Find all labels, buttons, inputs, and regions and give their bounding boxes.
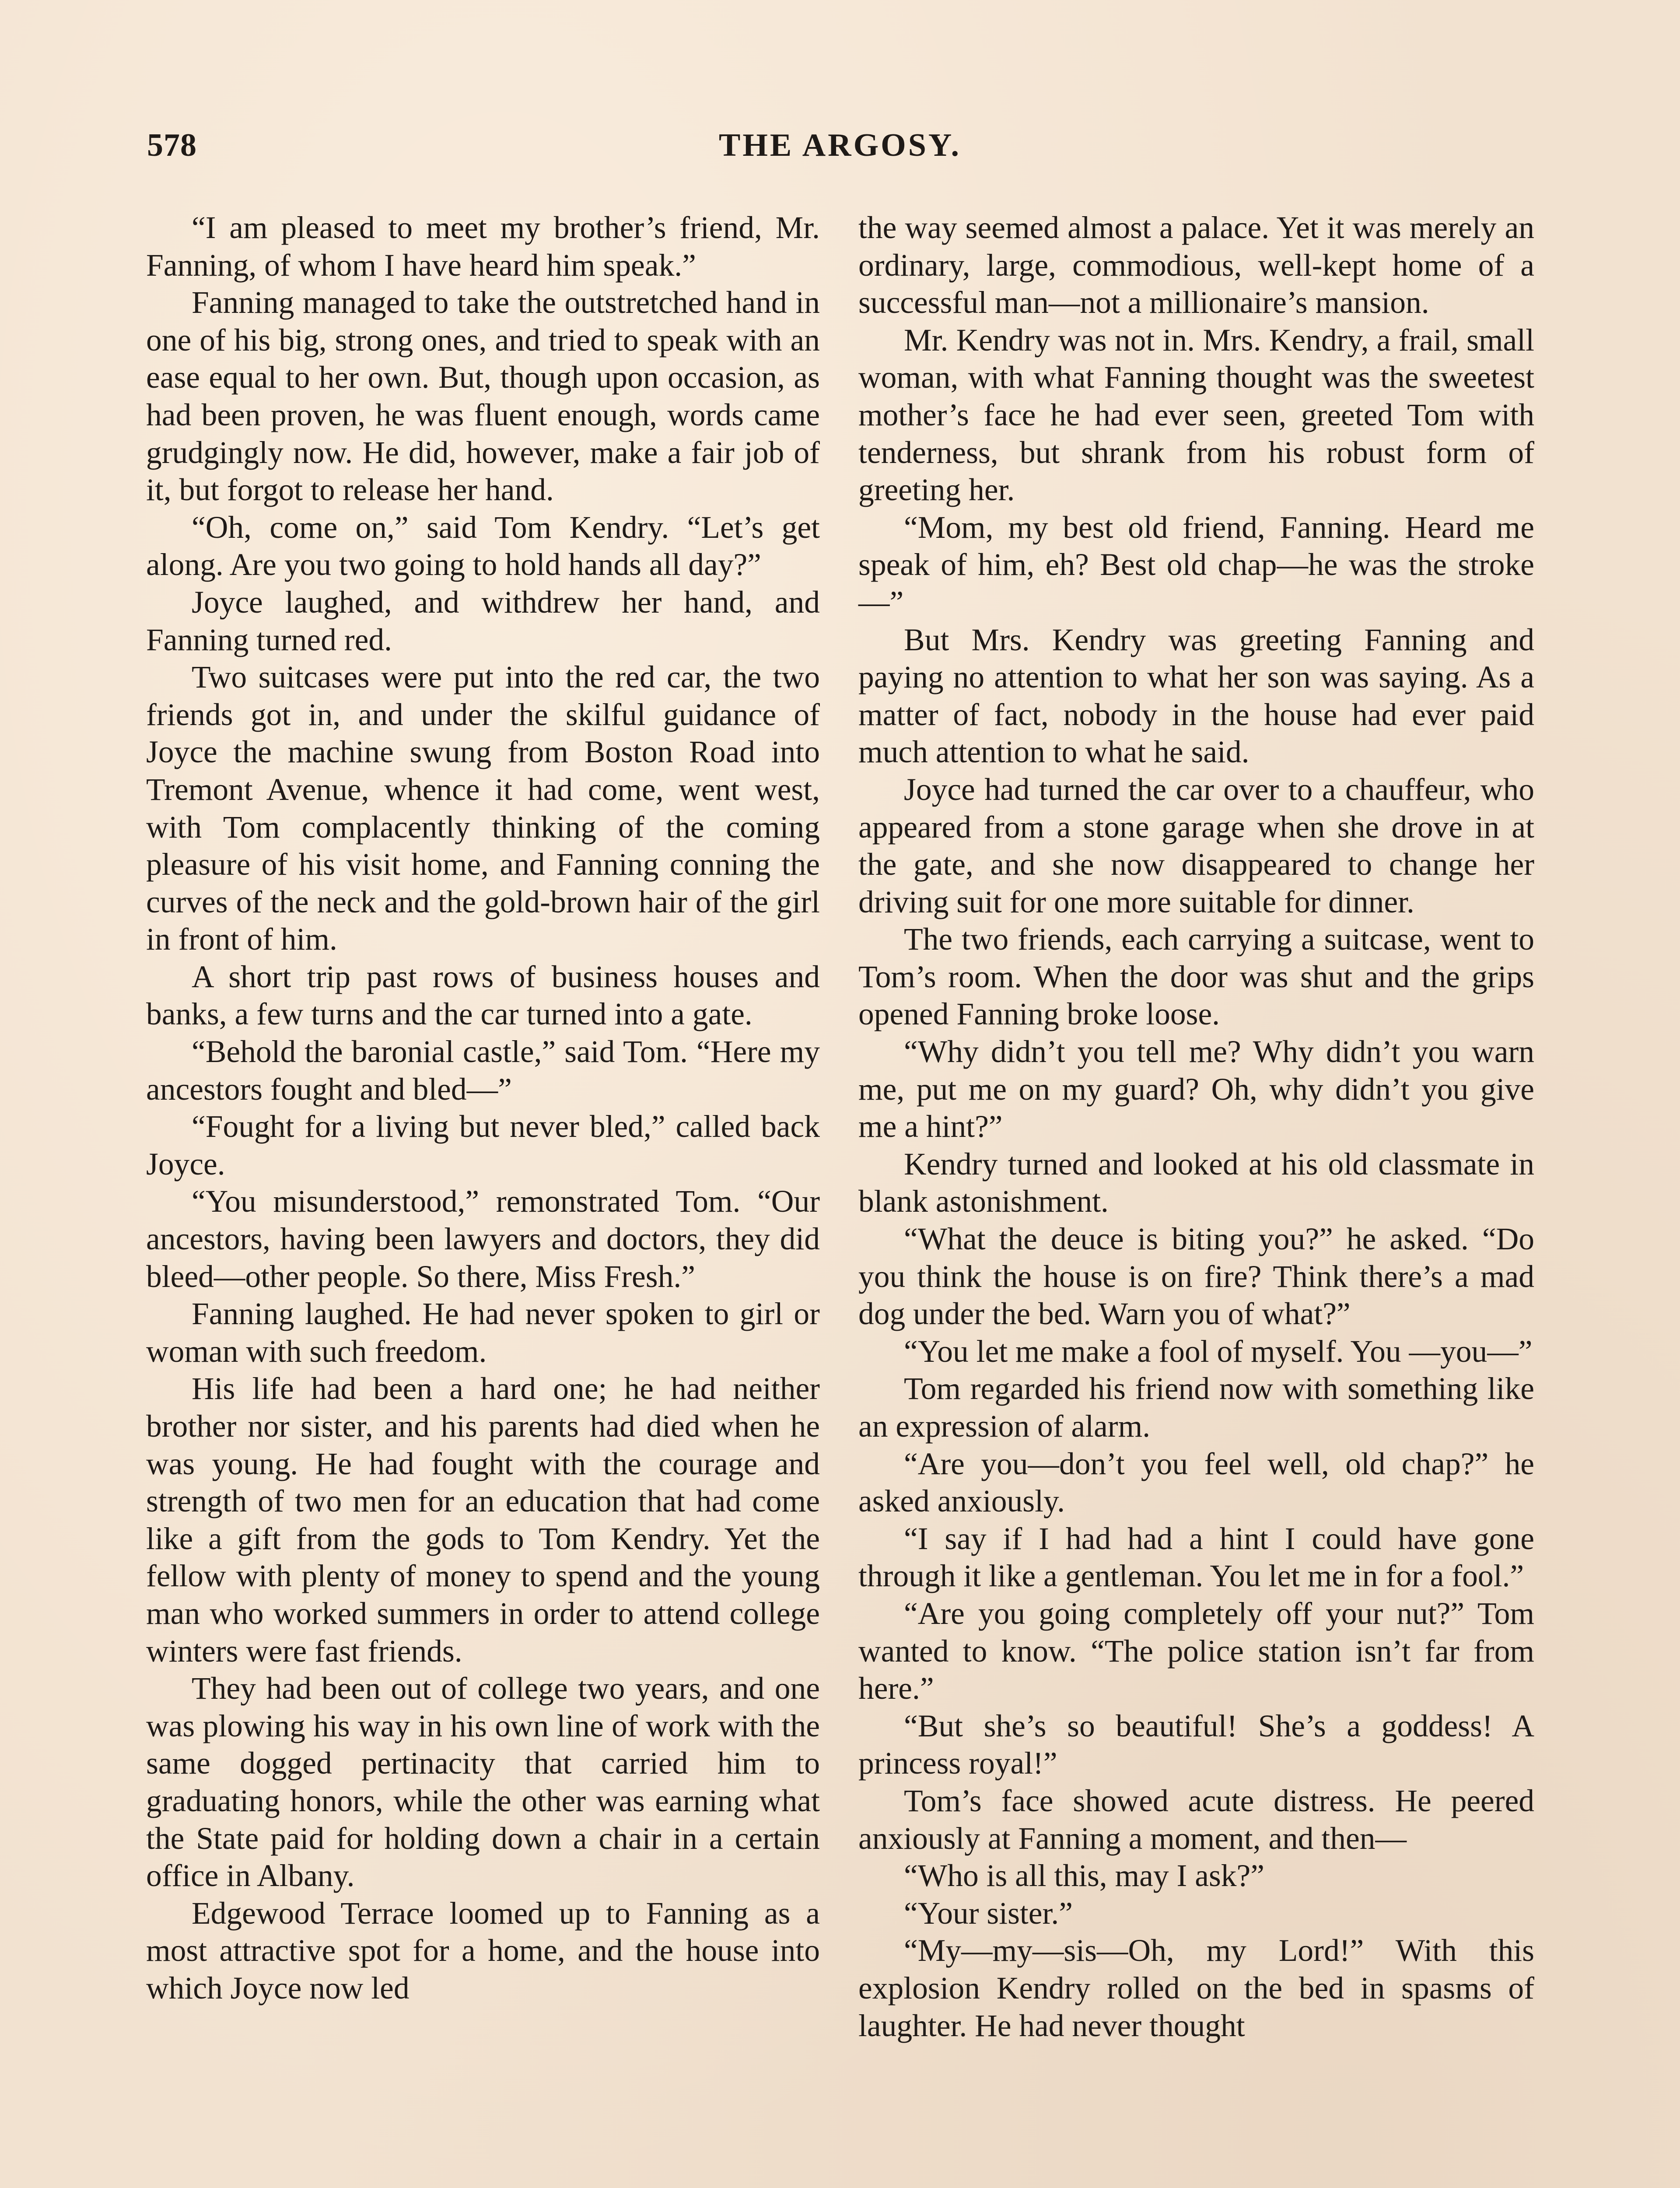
paragraph: “Your sister.” [904, 1896, 1073, 1931]
paragraph: Tom’s face showed acute distress. He peered anxiously at Fanning a moment, and then— [858, 1783, 1534, 1856]
page-number: 578 [147, 127, 197, 163]
continued-paragraph: the way seemed almost a palace. Yet it was merely an ordinary, large, commodious, well-kept home of a successful man—not a millionaire’s mansion. [858, 210, 1534, 320]
page-header [147, 127, 1533, 175]
left-column [146, 209, 820, 2007]
paragraph: Joyce had turned the car over to a chauffeur, who appeared from a stone garage when she drove in at the gate, and she now disappeared to change her driving suit for one more suitable for dinner. [858, 772, 1534, 919]
paragraph: “Mom, my best old friend, Fanning. Heard me speak of him, eh? Best old chap—he was the stroke—” [858, 510, 1534, 620]
paragraph: “Are you going completely off your nut?” Tom wanted to know. “The police station isn’t far from here.” [858, 1596, 1534, 1706]
paragraph: The two friends, each carrying a suitcase, went to Tom’s room. When the door was shut and the grips opened Fanning broke loose. [858, 922, 1534, 1032]
paragraph: Edgewood Terrace loomed up to Fanning as a most attractive spot for a home, and the house into which Joyce now led [146, 1896, 820, 2006]
paragraph: Fanning laughed. He had never spoken to girl or woman with such freedom. [146, 1297, 820, 1369]
paragraph: “Are you—don’t you feel well, old chap?” he asked anxiously. [858, 1446, 1534, 1519]
paragraph: “Oh, come on,” said Tom Kendry. “Let’s get along. Are you two going to hold hands all day?” [146, 510, 820, 582]
paragraph: Joyce laughed, and withdrew her hand, and Fanning turned red. [146, 585, 820, 657]
paragraph: “I say if I had had a hint I could have gone through it like a gentleman. You let me in for a fool.” [858, 1521, 1534, 1594]
paragraph: Kendry turned and looked at his old classmate in blank astonishment. [858, 1147, 1534, 1219]
paragraph: “My—my—sis—Oh, my Lord!” With this explosion Kendry rolled on the bed in spasms of laughter. He had never thought [858, 1933, 1534, 2043]
paragraph: “Why didn’t you tell me? Why didn’t you warn me, put me on my guard? Oh, why didn’t you give me a hint?” [858, 1034, 1534, 1144]
paragraph: “What the deuce is biting you?” he asked. “Do you think the house is on fire? Think there’s a mad dog under the bed. Warn you of what?” [858, 1222, 1534, 1332]
running-title: THE ARGOSY. [719, 127, 961, 163]
paragraph: Two suitcases were put into the red car, the two friends got in, and under the skilful guidance of Joyce the machine swung from Boston Road into Tremont Avenue, whence it had come, went west, with Tom complacently thinking of the coming pleasure of his visit home, and Fanning conning the curves of the neck and the gold-brown hair of the girl in front of him. [146, 660, 820, 957]
paragraph: But Mrs. Kendry was greeting Fanning and paying no attention to what her son was saying. As a matter of fact, nobody in the house had ever paid much attention to what he said. [858, 622, 1534, 770]
paragraph: “You misunderstood,” remonstrated Tom. “Our ancestors, having been lawyers and doctors, they did bleed—other people. So there, Miss Fresh.” [146, 1184, 820, 1294]
paragraph: Mr. Kendry was not in. Mrs. Kendry, a frail, small woman, with what Fanning thought was the sweetest mother’s face he had ever seen, greeted Tom with tenderness, but shrank from his robust form of greeting her. [858, 323, 1534, 508]
paragraph: “You let me make a fool of myself. You —you—” [904, 1334, 1533, 1369]
paragraph: A short trip past rows of business houses and banks, a few turns and the car turned into a gate. [146, 959, 820, 1032]
right-column [858, 209, 1534, 2044]
paragraph: “Fought for a living but never bled,” called back Joyce. [146, 1109, 820, 1182]
paragraph: “But she’s so beautiful! She’s a goddess! A princess royal!” [858, 1708, 1534, 1781]
paragraph: Fanning managed to take the outstretched hand in one of his big, strong ones, and tried to speak with an ease equal to her own. But, though upon occasion, as had been proven, he was fluent enough, words came grudgingly now. He did, however, make a fair job of it, but forgot to release her hand. [146, 285, 820, 508]
paragraph: “Behold the baronial castle,” said Tom. “Here my ancestors fought and bled—” [146, 1034, 820, 1107]
paragraph: His life had been a hard one; he had neither brother nor sister, and his parents had died when he was young. He had fought with the courage and strength of two men for an education that had come like a gift from the gods to Tom Kendry. Yet the fellow with plenty of money to spend and the young man who worked summers in order to attend college winters were fast friends. [146, 1371, 820, 1669]
paragraph: Tom regarded his friend now with something like an expression of alarm. [858, 1371, 1534, 1444]
paragraph: “I am pleased to meet my brother’s friend, Mr. Fanning, of whom I have heard him speak.” [146, 210, 820, 283]
paragraph: “Who is all this, may I ask?” [904, 1858, 1264, 1893]
paragraph: They had been out of college two years, and one was plowing his way in his own line of work with the same dogged pertinacity that carried him to graduating honors, while the other was earning what the State paid for holding down a chair in a certain office in Albany. [146, 1671, 820, 1893]
